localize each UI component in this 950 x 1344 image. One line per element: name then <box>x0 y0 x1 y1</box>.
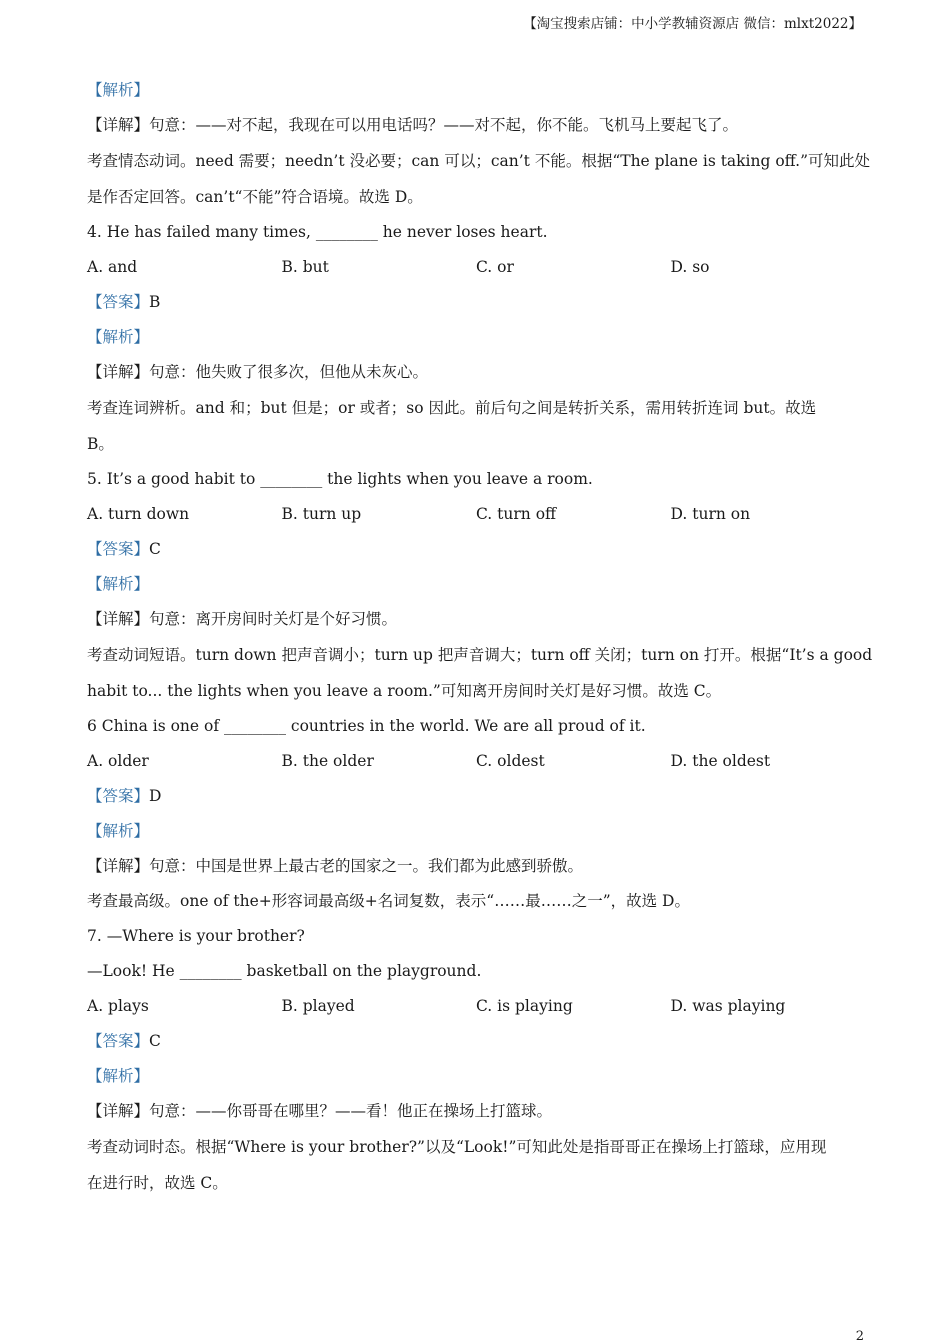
answer-value: C <box>149 540 161 558</box>
analysis-label: 【解析】 <box>87 575 150 593</box>
detail-text: 【详解】句意：中国是世界上最古老的国家之一。我们都为此感到骄傲。 <box>87 857 584 875</box>
detail-text: 【详解】句意：他失败了很多次，但他从未灰心。 <box>87 363 429 381</box>
answer-value: D <box>149 787 162 805</box>
options-row <box>87 989 867 1024</box>
option-c: C. oldest <box>476 752 545 770</box>
detail-text: 【详解】句意：——你哥哥在哪里？——看！他正在操场上打篮球。 <box>87 1102 553 1120</box>
analysis-label: 【解析】 <box>87 1067 150 1085</box>
options-row <box>87 497 867 532</box>
answer-label: 【答案】 <box>87 293 150 311</box>
answer-label: 【答案】 <box>87 787 150 805</box>
answer-label: 【答案】 <box>87 540 150 558</box>
answer-value: B <box>149 293 161 311</box>
option-d: D. the oldest <box>670 752 771 770</box>
option-b: B. the older <box>281 752 374 770</box>
option-b: B. but <box>281 258 329 276</box>
option-d: D. was playing <box>670 997 786 1015</box>
answer-line <box>87 285 867 320</box>
explanation-text: 考查动词短语。turn down 把声音调小；turn up 把声音调大；turn off 关闭；turn on 打开。根据“It’s a good <box>87 646 873 664</box>
explanation-text: B。 <box>87 435 114 453</box>
explanation-text: 是作否定回答。can’t“不能”符合语境。故选 D。 <box>87 188 423 206</box>
explanation-text: 考查连词辨析。and 和；but 但是；or 或者；so 因此。前后句之间是转折关系，需用转折连词 but。故选 <box>87 399 817 417</box>
analysis-label: 【解析】 <box>87 328 150 346</box>
explanation-text: habit to... the lights when you leave a room.”可知离开房间时关灯是好习惯。故选 C。 <box>87 682 722 700</box>
explanation-text: 考查动词时态。根据“Where is your brother?”以及“Look!”可知此处是指哥哥正在操场上打篮球，应用现 <box>87 1138 827 1156</box>
answer-line <box>87 779 867 814</box>
answer-line <box>87 1024 867 1059</box>
document-body <box>87 73 873 1201</box>
question-stem: 6 China is one of ________ countries in the world. We are all proud of it. <box>87 717 646 735</box>
answer-value: C <box>149 1032 161 1050</box>
option-c: C. or <box>476 258 514 276</box>
analysis-label: 【解析】 <box>87 81 150 99</box>
option-a: A. older <box>87 752 149 770</box>
option-c: C. turn off <box>476 505 557 523</box>
question-stem: 5. It’s a good habit to ________ the lights when you leave a room. <box>87 470 593 488</box>
explanation-text: 在进行时，故选 C。 <box>87 1174 228 1192</box>
detail-text: 【详解】句意：——对不起，我现在可以用电话吗？——对不起，你不能。飞机马上要起飞了。 <box>87 116 739 134</box>
option-d: D. so <box>670 258 710 276</box>
option-b: B. turn up <box>281 505 362 523</box>
option-c: C. is playing <box>476 997 573 1015</box>
detail-text: 【详解】句意：离开房间时关灯是个好习惯。 <box>87 610 398 628</box>
question-stem: —Look! He ________ basketball on the playground. <box>87 962 482 980</box>
option-a: A. and <box>87 258 138 276</box>
question-stem: 7. —Where is your brother? <box>87 927 305 945</box>
option-a: A. turn down <box>87 505 190 523</box>
page-number: 2 <box>855 1329 864 1344</box>
option-a: A. plays <box>87 997 149 1015</box>
page-header: 【淘宝搜索店铺：中小学教辅资源店 微信：mlxt2022】 <box>523 16 862 32</box>
option-d: D. turn on <box>670 505 751 523</box>
question-stem: 4. He has failed many times, ________ he never loses heart. <box>87 223 548 241</box>
explanation-text: 考查最高级。one of the+形容词最高级+名词复数，表示“……最……之一”，故选 D。 <box>87 892 690 910</box>
answer-label: 【答案】 <box>87 1032 150 1050</box>
analysis-label: 【解析】 <box>87 822 150 840</box>
answer-line <box>87 532 867 567</box>
option-b: B. played <box>281 997 355 1015</box>
options-row <box>87 744 867 779</box>
explanation-text: 考查情态动词。need 需要；needn’t 没必要；can 可以；can’t 不能。根据“The plane is taking off.”可知此处 <box>87 152 870 170</box>
options-row <box>87 250 867 285</box>
